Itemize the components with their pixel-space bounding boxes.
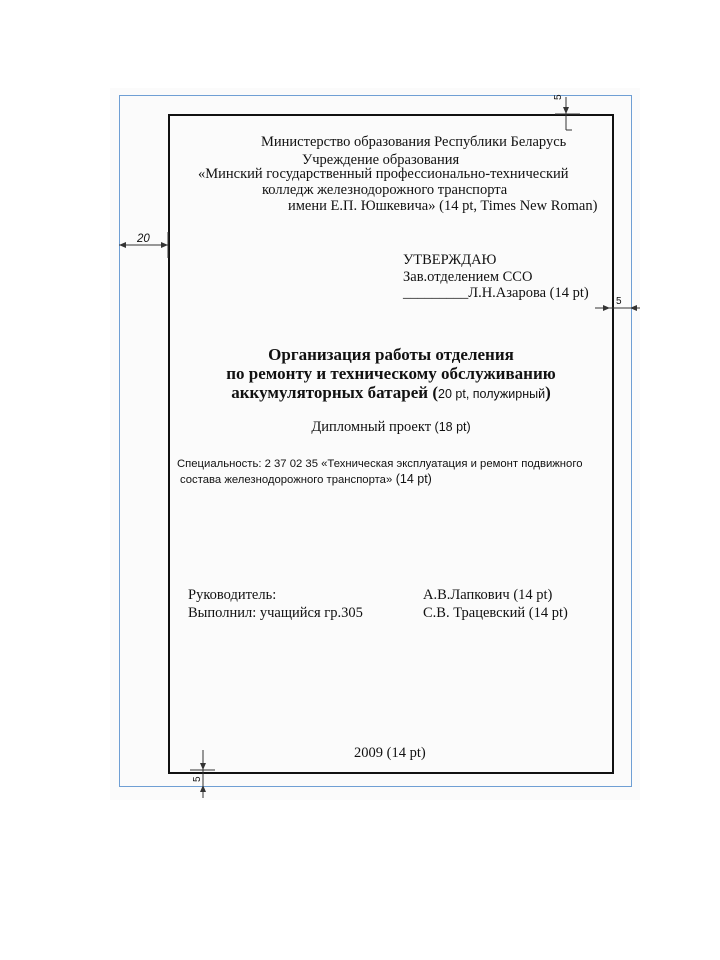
topic-note-open: ( xyxy=(428,383,439,402)
topic-title-line2: по ремонту и техническому обслуживанию xyxy=(226,364,556,383)
topic-title-text: аккумуляторных батарей xyxy=(231,383,429,402)
specialty-text: состава железнодорожного транспорта» xyxy=(180,474,393,486)
left-margin-label: 20 xyxy=(137,233,150,245)
approver-name: Л.Н.Азарова xyxy=(468,285,547,301)
student-label: Выполнил: учащийся гр.305 xyxy=(188,605,363,621)
project-font-note: (18 pt) xyxy=(431,420,471,434)
specialty-line1: Специальность: 2 37 02 35 «Техническая эксплуатация и ремонт подвижного xyxy=(177,458,583,470)
bottom-margin-label: 5 xyxy=(192,776,203,782)
specialty-line2 xyxy=(180,472,432,486)
topic-note-close: ) xyxy=(545,383,551,402)
institution-type: Учреждение образования xyxy=(302,152,460,168)
approval-title: УТВЕРЖДАЮ xyxy=(403,252,497,268)
college-name-line3 xyxy=(288,197,597,215)
approval-signature-line xyxy=(403,284,589,302)
college-font-note: (14 pt, Times New Roman) xyxy=(435,198,598,214)
college-name-line1: «Минский государственный профессионально-технический xyxy=(198,166,569,182)
project-type xyxy=(168,418,614,436)
supervisor-label: Руководитель: xyxy=(188,587,277,603)
supervisor-name: А.В.Лапкович (14 pt) xyxy=(423,587,553,603)
right-margin-label: 5 xyxy=(616,296,622,307)
approval-font-note: (14 pt) xyxy=(546,285,589,301)
ministry-name: Министерство образования Республики Беларусь xyxy=(261,134,567,150)
project-label: Дипломный проект xyxy=(311,419,432,435)
college-name-text: имени Е.П. Юшкевича» xyxy=(288,198,436,214)
signature-blank: _________ xyxy=(403,285,469,301)
topic-title-line1: Организация работы отделения xyxy=(268,345,514,364)
top-margin-label: 5 xyxy=(553,94,564,100)
specialty-font-note: (14 pt) xyxy=(392,472,432,486)
approval-position: Зав.отделением ССО xyxy=(403,269,533,285)
student-name: С.В. Трацевский (14 pt) xyxy=(423,605,568,621)
topic-font-note: 20 pt, полужирный xyxy=(438,387,546,401)
topic-title-line3 xyxy=(168,383,614,404)
college-name-line2: колледж железнодорожного транспорта xyxy=(262,182,508,198)
document-year: 2009 (14 pt) xyxy=(354,745,426,761)
